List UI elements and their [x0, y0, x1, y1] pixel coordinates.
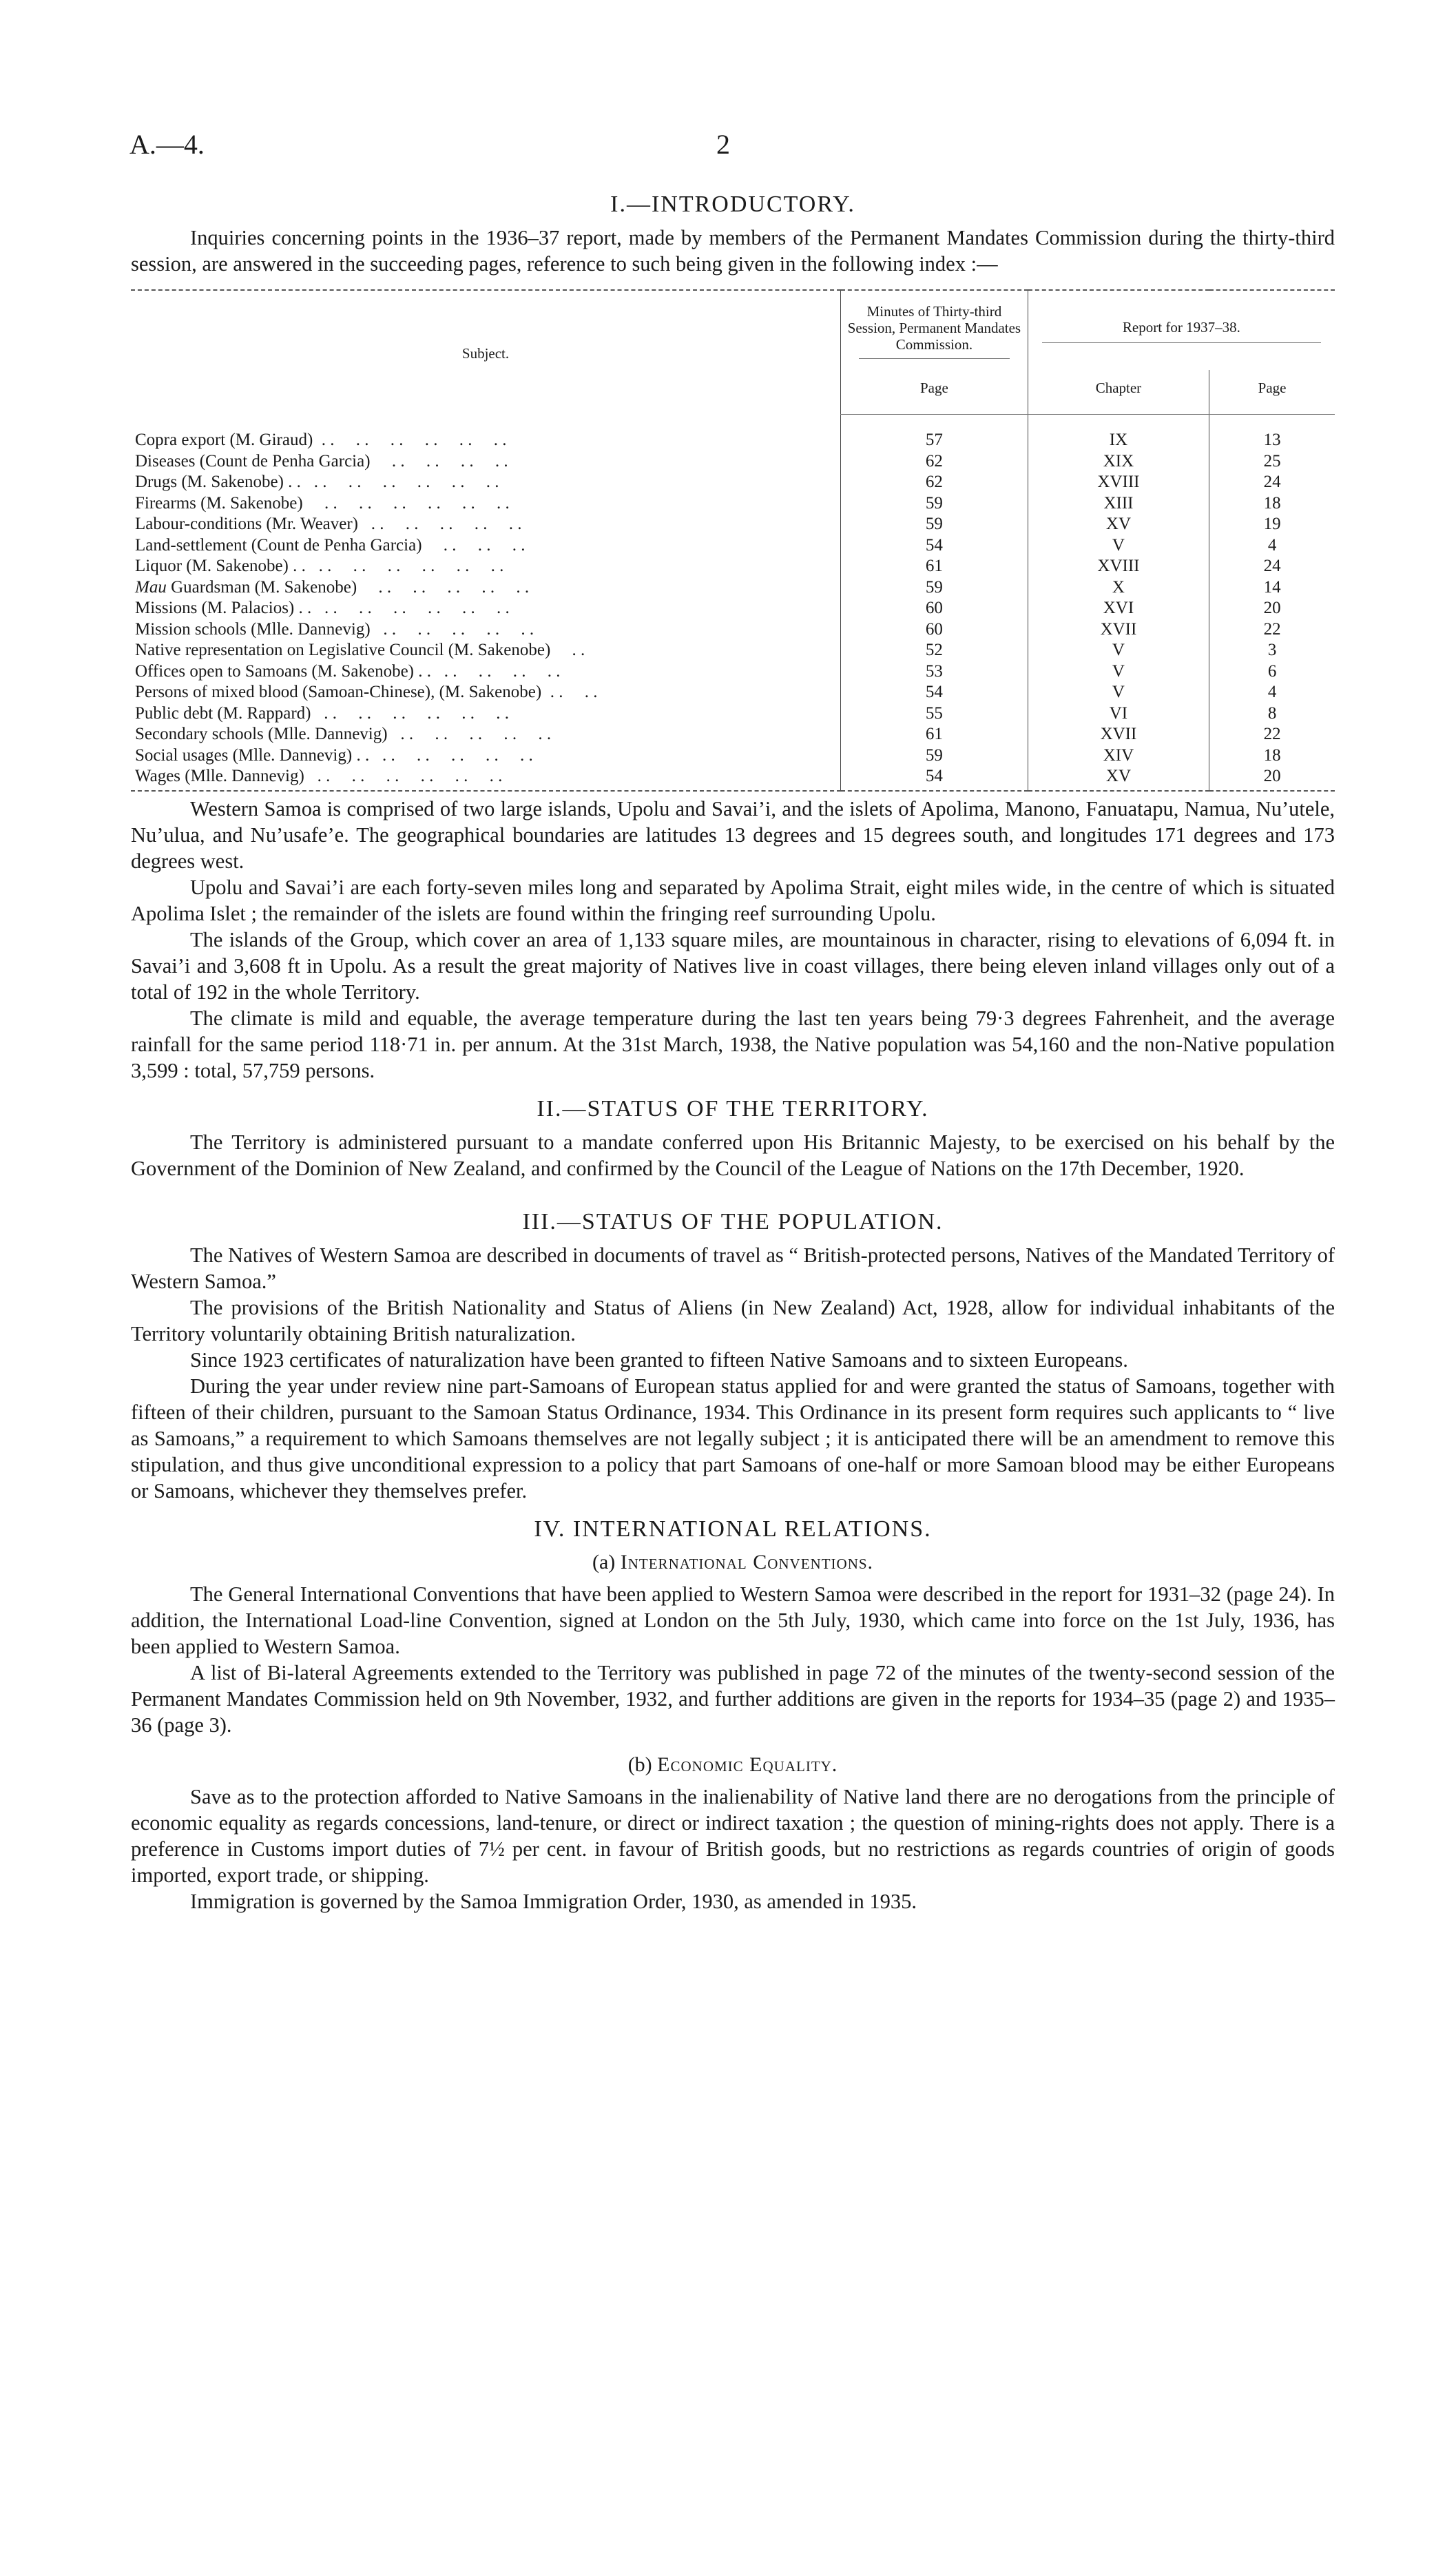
- row-minutes-page-cell: [841, 640, 1028, 661]
- row-minutes-page: 62: [925, 451, 943, 471]
- row-subject-cell: [131, 451, 841, 473]
- population-paragraphs: [131, 1242, 1335, 1504]
- geography-paragraph: The climate is mild and equable, the average temperature during the last ten years being 79·3 degrees Fahrenheit, and the average rainfall for the same period 118·71 in. per annum. At the 31st March, 1938, the Native population was 54,160 and the non-Native population 3,599 : total, 57,759 persons.: [131, 1006, 1335, 1082]
- row-subject-cell: [131, 556, 841, 577]
- geography-paragraph: Upolu and Savai’i are each forty-seven miles long and separated by Apolima Strait, eight miles wide, in the centre of which is situated Apolima Islet ; the remainder of the islets are found within the fringing reef surrounding Upolu.: [131, 875, 1335, 925]
- row-chapter-cell: [1028, 766, 1209, 791]
- row-subject: Persons of mixed blood (Samoan-Chinese), (M. Sakenobe): [135, 683, 542, 701]
- row-minutes-page-cell: [841, 661, 1028, 683]
- row-subject-cell: [131, 619, 841, 641]
- row-chapter: XVIII: [1097, 473, 1140, 491]
- row-subject-cell: [131, 535, 841, 557]
- row-leader-dots: . . . . . . . . . .: [357, 577, 530, 597]
- column-header-minutes-text: Minutes of Thirty-third Session, Permanent Mandates Commission.: [847, 303, 1021, 353]
- conventions-paragraphs: [131, 1581, 1335, 1738]
- row-subject: Firearms (M. Sakenobe): [135, 493, 303, 513]
- row-chapter-cell: [1028, 493, 1209, 515]
- row-leader-dots: . . . . . . . . . .: [387, 725, 552, 743]
- row-subject: Secondary schools (Mlle. Dannevig): [135, 725, 388, 743]
- row-subject-cell: [131, 493, 841, 515]
- row-report-page: 20: [1263, 767, 1281, 785]
- population-paragraph: During the year under review nine part-Samoans of European status applied for and were granted the status of Samoans, together with fifteen of their children, pursuant to the Samoan Status Ordinance, 1934. This Ordinance in its present form requires such applicants to “ live as Samoans,” a requirement to which Samoans themselves are not legally subject ; it is anticipated there will be an amendment to remove this stipulation, and thus give unconditional expression to a policy that part Samoans of one-half or more Samoan blood may be either Europeans or Samoans, whichever they themselves prefer.: [131, 1374, 1335, 1503]
- row-chapter: X: [1112, 577, 1125, 597]
- section-heading-territory: II.—STATUS OF THE TERRITORY.: [537, 1095, 929, 1122]
- row-subject-cell: [131, 661, 841, 683]
- row-subject: Diseases (Count de Penha Garcia): [135, 451, 371, 471]
- row-report-page-cell: [1209, 745, 1335, 767]
- row-report-page: 4: [1267, 683, 1277, 701]
- row-report-page-cell: [1209, 640, 1335, 661]
- row-subject-cell: [131, 640, 841, 661]
- section-heading-population: III.—STATUS OF THE POPULATION.: [522, 1208, 944, 1235]
- row-leader-dots: . . . . . . . . . . . .: [313, 430, 507, 449]
- row-minutes-page-cell: [841, 724, 1028, 745]
- page-content: [131, 192, 1335, 1914]
- row-chapter: V: [1112, 535, 1125, 555]
- row-chapter: V: [1112, 641, 1125, 659]
- column-header-minutes: [841, 290, 1028, 370]
- row-report-page-cell: [1209, 451, 1335, 473]
- subheading-conventions: [131, 1551, 1335, 1574]
- row-leader-dots: . . . . . . . . . . . .: [302, 493, 510, 513]
- row-report-page-cell: [1209, 577, 1335, 599]
- introductory-paragraphs: [131, 796, 1335, 1084]
- row-subject: Wages (Mlle. Dannevig): [135, 767, 304, 785]
- table-row: [131, 766, 1335, 791]
- row-minutes-page-cell: [841, 535, 1028, 557]
- row-subject: Mau Guardsman (M. Sakenobe): [135, 577, 357, 597]
- row-report-page-cell: [1209, 619, 1335, 641]
- section-status-territory: [131, 1096, 1335, 1181]
- row-report-page: 20: [1263, 599, 1281, 617]
- table-row: [131, 577, 1335, 599]
- row-report-page: 14: [1263, 577, 1281, 597]
- row-minutes-page: 54: [925, 535, 943, 555]
- index-table-body: [131, 415, 1335, 791]
- table-row: [131, 640, 1335, 661]
- row-report-page-cell: [1209, 703, 1335, 725]
- row-chapter-cell: [1028, 682, 1209, 703]
- index-table: [131, 289, 1335, 792]
- row-subject: Missions (M. Palacios) . .: [135, 599, 312, 617]
- subheader-page: Page: [841, 370, 1028, 415]
- table-row: [131, 703, 1335, 725]
- row-subject-cell: [131, 745, 841, 767]
- row-report-page-cell: [1209, 766, 1335, 791]
- subheading-b-title: Economic Equality.: [657, 1753, 838, 1776]
- row-chapter-cell: [1028, 514, 1209, 535]
- row-subject-cell: [131, 766, 841, 791]
- column-header-subject: Subject.: [131, 290, 841, 415]
- row-minutes-page: 60: [925, 599, 943, 617]
- table-row: [131, 493, 1335, 515]
- row-chapter: IX: [1109, 431, 1128, 449]
- row-subject: Offices open to Samoans (M. Sakenobe) . .: [135, 661, 432, 681]
- row-minutes-page: 55: [925, 703, 943, 723]
- row-report-page-cell: [1209, 682, 1335, 703]
- row-subject-cell: [131, 472, 841, 493]
- row-report-page-cell: [1209, 556, 1335, 577]
- row-minutes-page-cell: [841, 703, 1028, 725]
- document-reference: A.—4.: [129, 129, 205, 160]
- row-subject: Public debt (M. Rappard): [135, 703, 311, 723]
- row-chapter-cell: [1028, 640, 1209, 661]
- population-paragraph: The Natives of Western Samoa are described in documents of travel as “ British-protected persons, Natives of the Mandated Territory of Western Samoa.”: [131, 1243, 1335, 1293]
- header-rule: [1042, 342, 1321, 343]
- row-leader-dots: . .: [550, 641, 585, 659]
- row-leader-dots: . . . . . . . . . . . .: [304, 767, 503, 785]
- row-minutes-page-cell: [841, 577, 1028, 599]
- row-minutes-page: 61: [925, 557, 943, 575]
- row-chapter-cell: [1028, 745, 1209, 767]
- row-chapter-cell: [1028, 451, 1209, 473]
- section-heading-introductory: I.—INTRODUCTORY.: [610, 192, 855, 217]
- table-row: [131, 472, 1335, 493]
- row-report-page: 19: [1263, 515, 1281, 533]
- row-chapter-cell: [1028, 577, 1209, 599]
- row-chapter-cell: [1028, 598, 1209, 619]
- row-subject-cell: [131, 724, 841, 745]
- row-subject: Copra export (M. Giraud): [135, 430, 313, 449]
- row-minutes-page-cell: [841, 598, 1028, 619]
- row-leader-dots: . . . . . . . .: [431, 661, 561, 681]
- row-minutes-page-cell: [841, 415, 1028, 451]
- row-chapter: XV: [1105, 515, 1131, 533]
- row-report-page-cell: [1209, 415, 1335, 451]
- row-report-page: 3: [1267, 641, 1277, 659]
- row-subject: Labour-conditions (Mr. Weaver): [135, 515, 359, 533]
- row-minutes-page-cell: [841, 619, 1028, 641]
- row-report-page-cell: [1209, 493, 1335, 515]
- row-chapter: XIII: [1103, 493, 1134, 513]
- row-minutes-page: 54: [925, 683, 943, 701]
- subheading-a-label: (a): [592, 1550, 616, 1573]
- row-report-page: 6: [1267, 661, 1277, 681]
- row-leader-dots: . . . . . . . . . .: [369, 745, 533, 765]
- row-report-page: 18: [1263, 745, 1281, 765]
- row-minutes-page-cell: [841, 745, 1028, 767]
- row-report-page-cell: [1209, 514, 1335, 535]
- table-row: [131, 682, 1335, 703]
- row-minutes-page: 59: [925, 493, 943, 513]
- row-chapter-cell: [1028, 619, 1209, 641]
- row-minutes-page: 61: [925, 725, 943, 743]
- row-leader-dots: . . . . . . . . . . . .: [300, 473, 499, 491]
- row-report-page: 24: [1263, 473, 1281, 491]
- row-report-page: 13: [1263, 431, 1281, 449]
- row-chapter-cell: [1028, 556, 1209, 577]
- row-subject-cell: [131, 682, 841, 703]
- row-leader-dots: . . . . . . . . . . . .: [305, 557, 504, 575]
- row-leader-dots: . . . . . . . . . .: [370, 619, 534, 639]
- conventions-paragraph: A list of Bi-lateral Agreements extended to the Territory was published in page 72 of the minutes of the twenty-second session of the Permanent Mandates Commission held on 9th November, 1932, and further additions are given in the reports for 1934–35 (page 2) and 1935–36 (page 3).: [131, 1660, 1335, 1737]
- table-row: [131, 514, 1335, 535]
- table-row: [131, 556, 1335, 577]
- row-chapter: XV: [1105, 767, 1131, 785]
- row-subject: Liquor (M. Sakenobe) . .: [135, 557, 306, 575]
- economic-equality-paragraph: Immigration is governed by the Samoa Immigration Order, 1930, as amended in 1935.: [190, 1889, 917, 1913]
- population-paragraph: Since 1923 certificates of naturalization have been granted to fifteen Native Samoans and to sixteen Europeans.: [190, 1348, 1128, 1372]
- row-subject-cell: [131, 703, 841, 725]
- row-minutes-page-cell: [841, 514, 1028, 535]
- table-row: [131, 619, 1335, 641]
- row-minutes-page-cell: [841, 556, 1028, 577]
- section-heading-international: IV. INTERNATIONAL RELATIONS.: [534, 1516, 932, 1542]
- row-minutes-page: 59: [925, 577, 943, 597]
- row-report-page-cell: [1209, 472, 1335, 493]
- row-minutes-page: 59: [925, 745, 943, 765]
- row-chapter: XIV: [1103, 745, 1134, 765]
- row-report-page-cell: [1209, 598, 1335, 619]
- row-chapter: XIX: [1103, 451, 1134, 471]
- geography-paragraph: The islands of the Group, which cover an area of 1,133 square miles, are mountainous in character, rising to elevations of 6,094 ft. in Savai’i and 3,608 ft in Upolu. As a result the great majority of Natives live in coast villages, there being eleven inland villages only out of a total of 192 in the whole Territory.: [131, 927, 1335, 1004]
- economic-equality-paragraph: Save as to the protection afforded to Native Samoans in the inalienability of Native land there are no derogations from the principle of economic equality as regards concessions, land-tenure, or direct or indirect taxation ; the question of mining-rights does not apply. There is a preference in Customs import duties of 7½ per cent. in favour of British goods, but no restrictions as regards countries of origin of goods imported, export trade, or shipping.: [131, 1784, 1335, 1887]
- row-chapter: V: [1112, 661, 1125, 681]
- intro-paragraph: Inquiries concerning points in the 1936–37 report, made by members of the Permanent Mandates Commission during the thirty-third session, are answered in the succeeding pages, reference to such being given in the following index :—: [131, 226, 1335, 276]
- subheading-economic-equality: [131, 1753, 1335, 1777]
- row-minutes-page: 62: [925, 473, 943, 491]
- subheading-a-title: International Conventions.: [620, 1550, 874, 1573]
- row-report-page: 22: [1263, 725, 1281, 743]
- row-report-page: 24: [1263, 557, 1281, 575]
- row-leader-dots: . . . . . . . . . .: [358, 515, 522, 533]
- section-international-relations: [131, 1516, 1335, 1914]
- row-subject: Mission schools (Mlle. Dannevig): [135, 619, 371, 639]
- section-status-population: [131, 1209, 1335, 1504]
- header-rule: [859, 358, 1010, 359]
- subheader-chapter: Chapter: [1028, 370, 1209, 415]
- row-minutes-page-cell: [841, 493, 1028, 515]
- row-report-page: 25: [1263, 451, 1281, 471]
- row-minutes-page: 54: [925, 767, 943, 785]
- row-minutes-page: 52: [925, 641, 943, 659]
- row-chapter-cell: [1028, 724, 1209, 745]
- row-minutes-page-cell: [841, 766, 1028, 791]
- row-report-page-cell: [1209, 724, 1335, 745]
- conventions-paragraph: The General International Conventions that have been applied to Western Samoa were described in the report for 1931–32 (page 24). In addition, the International Load-line Convention, signed at London on the 5th July, 1930, which came into force on the 1st July, 1936, has been applied to Western Samoa.: [131, 1582, 1335, 1658]
- row-chapter: V: [1112, 683, 1125, 701]
- geography-paragraph: Western Samoa is comprised of two large islands, Upolu and Savai’i, and the islets of Apolima, Manono, Fanuatapu, Namua, Nu’utele, Nu’ulua, and Nu’usafe’e. The geographical boundaries are latitudes 13 degrees and 15 degrees south, and longitudes 171 degrees and 173 degrees west.: [131, 796, 1335, 873]
- population-paragraph: The provisions of the British Nationality and Status of Aliens (in New Zealand) Act, 1928, allow for individual inhabitants of the Territory voluntarily obtaining British naturalization.: [131, 1295, 1335, 1345]
- row-report-page: 4: [1267, 535, 1277, 555]
- row-subject: Land-settlement (Count de Penha Garcia): [135, 535, 422, 555]
- row-report-page: 18: [1263, 493, 1281, 513]
- row-leader-dots: . . . . . . . . . . . .: [311, 703, 510, 723]
- row-chapter-cell: [1028, 661, 1209, 683]
- page-number: 2: [716, 129, 730, 160]
- table-row: [131, 745, 1335, 767]
- row-chapter: XVI: [1103, 599, 1134, 617]
- row-chapter-cell: [1028, 703, 1209, 725]
- table-row: [131, 724, 1335, 745]
- table-row: [131, 661, 1335, 683]
- column-header-report-text: Report for 1937–38.: [1122, 319, 1240, 335]
- row-minutes-page: 60: [925, 619, 943, 639]
- territory-paragraphs: [131, 1129, 1335, 1181]
- table-row: [131, 415, 1335, 451]
- row-chapter-cell: [1028, 472, 1209, 493]
- row-subject: Native representation on Legislative Council (M. Sakenobe): [135, 641, 551, 659]
- row-report-page-cell: [1209, 661, 1335, 683]
- row-chapter-cell: [1028, 415, 1209, 451]
- row-subject: Social usages (Mlle. Dannevig) . .: [135, 745, 370, 765]
- row-subject-cell: [131, 514, 841, 535]
- row-leader-dots: . . . . . . . . . . . .: [311, 599, 510, 617]
- row-subject-cell: [131, 415, 841, 451]
- row-chapter: VI: [1109, 703, 1128, 723]
- row-minutes-page: 59: [925, 515, 943, 533]
- row-chapter: XVII: [1100, 725, 1137, 743]
- row-chapter-cell: [1028, 535, 1209, 557]
- row-minutes-page: 53: [925, 661, 943, 681]
- row-minutes-page-cell: [841, 451, 1028, 473]
- row-report-page: 8: [1267, 703, 1277, 723]
- row-minutes-page-cell: [841, 682, 1028, 703]
- table-row: [131, 535, 1335, 557]
- row-chapter: XVII: [1100, 619, 1137, 639]
- row-leader-dots: . . . . . . . .: [370, 451, 508, 471]
- subheading-b-label: (b): [627, 1753, 652, 1776]
- table-row: [131, 598, 1335, 619]
- row-leader-dots: . . . . . .: [422, 535, 526, 555]
- row-minutes-page: 57: [925, 431, 943, 449]
- row-report-page-cell: [1209, 535, 1335, 557]
- row-subject-cell: [131, 577, 841, 599]
- row-leader-dots: . . . .: [541, 683, 598, 701]
- economic-equality-paragraphs: [131, 1784, 1335, 1914]
- row-minutes-page-cell: [841, 472, 1028, 493]
- column-header-report: [1028, 290, 1335, 370]
- row-chapter: XVIII: [1097, 557, 1140, 575]
- table-row: [131, 451, 1335, 473]
- row-report-page: 22: [1263, 619, 1281, 639]
- row-subject-cell: [131, 598, 841, 619]
- subheader-page-report: Page: [1209, 370, 1335, 415]
- row-subject: Drugs (M. Sakenobe) . .: [135, 473, 301, 491]
- territory-paragraph: The Territory is administered pursuant to a mandate conferred upon His Britannic Majesty, to be exercised on his behalf by the Government of the Dominion of New Zealand, and confirmed by the Council of the League of Nations on the 17th December, 1920.: [131, 1130, 1335, 1180]
